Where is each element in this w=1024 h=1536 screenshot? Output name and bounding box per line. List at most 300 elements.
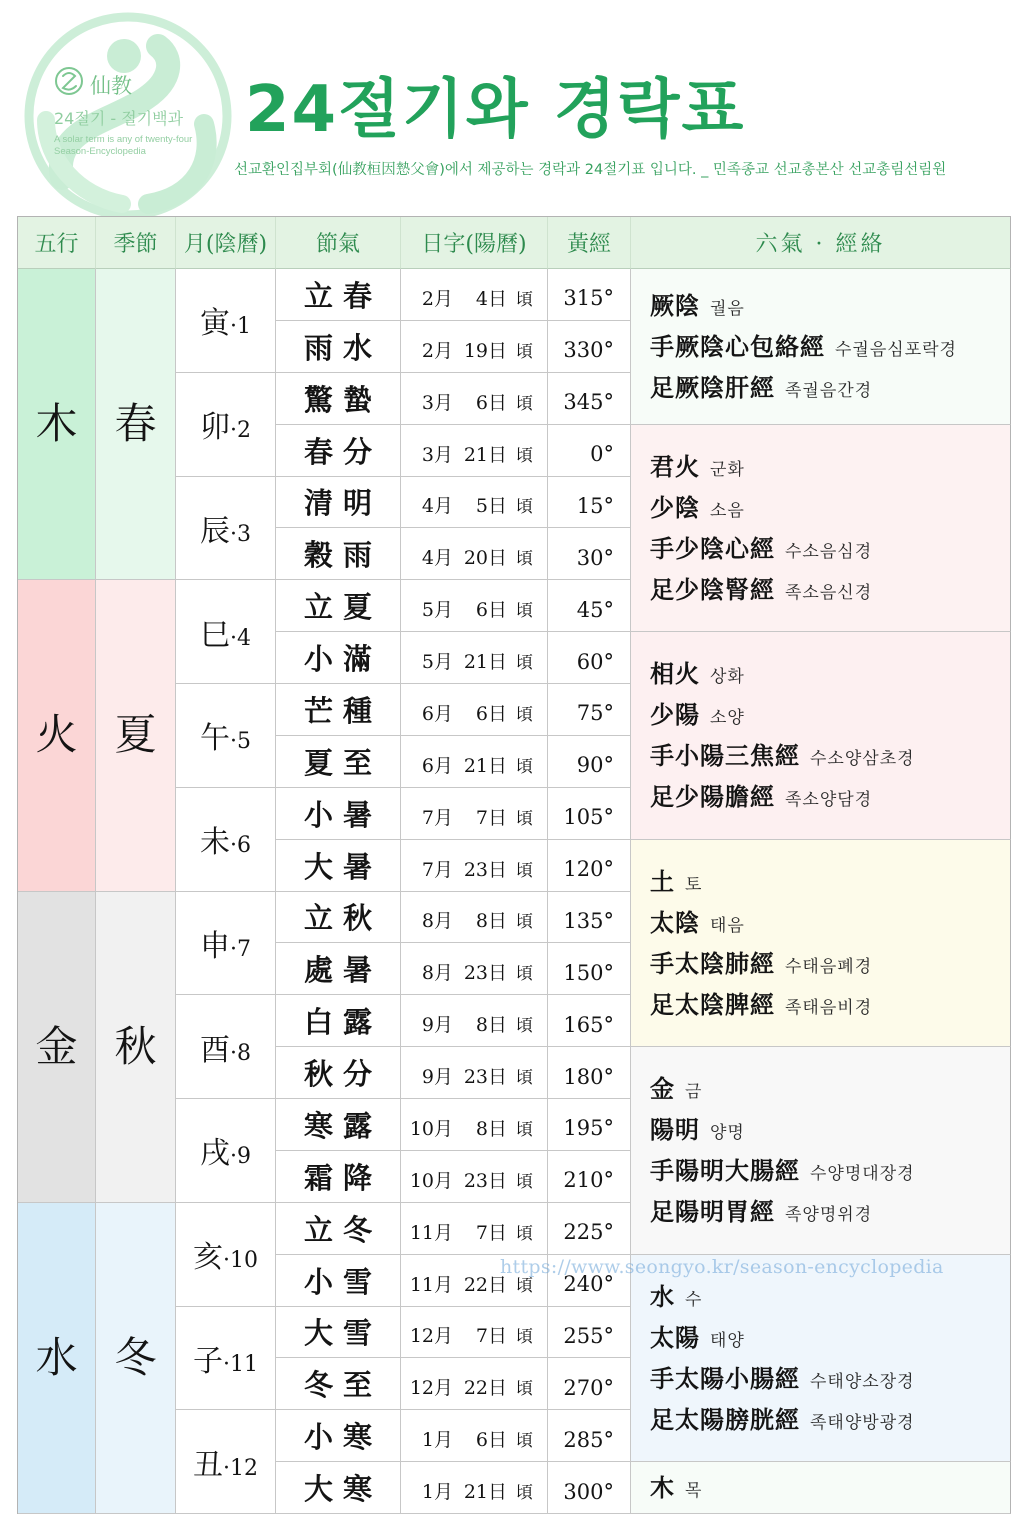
meridian-hangul: 토 xyxy=(685,874,703,895)
meridian-hanja: 陽明 xyxy=(650,1115,700,1145)
solar-date-month: 8月 xyxy=(421,962,453,985)
solar-date-cell xyxy=(401,425,548,477)
solar-date xyxy=(405,958,533,985)
solar-date-month: 2月 xyxy=(421,339,453,362)
lunar-month-branch: 卯 xyxy=(200,410,230,446)
meridian-hanja: 足厥陰肝經 xyxy=(650,372,775,402)
meridian-hanja: 足少陰腎經 xyxy=(650,574,775,604)
meridian-line xyxy=(650,1191,872,1232)
meridian-hanja: 水 xyxy=(650,1281,675,1311)
logo-tagline-line1: A solar term is any of twenty-four xyxy=(54,134,193,145)
lunar-month-branch: 未 xyxy=(200,825,230,861)
solar-term-name: 白露 xyxy=(303,1005,382,1040)
meridian-line xyxy=(650,1399,915,1440)
season-label: 春 xyxy=(114,399,157,449)
lunar-month-number: ·3 xyxy=(230,521,251,547)
solar-term-name: 雨水 xyxy=(303,330,382,365)
solar-date-approx: 頃 xyxy=(516,601,533,622)
solar-date-day: 21日 xyxy=(463,651,507,674)
solar-date-day: 21日 xyxy=(463,754,507,777)
solar-term-cell xyxy=(276,477,401,529)
ecliptic-longitude: 210° xyxy=(563,1168,614,1193)
lunar-month-branch: 辰 xyxy=(200,513,230,549)
lunar-month-branch: 戌 xyxy=(200,1136,230,1172)
solar-date-approx: 頃 xyxy=(516,756,533,777)
solar-term-cell xyxy=(276,892,401,944)
meridian-hangul: 족양명위경 xyxy=(785,1205,873,1226)
solar-date-month: 7月 xyxy=(421,858,453,881)
solar-date-month: 12月 xyxy=(409,1377,453,1400)
solar-date-cell xyxy=(401,477,548,529)
solar-date-approx: 頃 xyxy=(516,1431,533,1452)
five-element-cell xyxy=(18,1203,96,1514)
solar-date-approx: 頃 xyxy=(516,1016,533,1037)
ecliptic-longitude-cell xyxy=(548,1307,631,1359)
solar-date-cell xyxy=(401,736,548,788)
header-season: 季節 xyxy=(96,217,176,269)
meridian-hanja: 太陽 xyxy=(650,1322,700,1352)
solar-date-cell xyxy=(401,373,548,425)
solar-date-approx: 頃 xyxy=(516,1171,533,1192)
solar-date-cell xyxy=(401,269,548,321)
meridian-hangul: 금 xyxy=(685,1082,703,1103)
solar-date-cell xyxy=(401,788,548,840)
solar-date xyxy=(405,491,533,518)
solar-term-cell xyxy=(276,528,401,580)
solar-term-name: 大寒 xyxy=(303,1472,382,1507)
solar-date-approx: 頃 xyxy=(516,808,533,829)
solar-term-cell xyxy=(276,1358,401,1410)
ecliptic-longitude-cell xyxy=(548,892,631,944)
logo-badge-icon xyxy=(56,68,82,94)
solar-term-cell xyxy=(276,1410,401,1462)
solar-date-month: 2月 xyxy=(421,287,453,310)
six-qi-group xyxy=(631,1047,1011,1255)
lunar-month-number: ·6 xyxy=(230,833,251,859)
ecliptic-longitude: 225° xyxy=(563,1220,614,1245)
ecliptic-longitude-cell xyxy=(548,632,631,684)
meridian-hangul: 상화 xyxy=(710,667,745,688)
lunar-month-label xyxy=(200,506,251,550)
meridian-line xyxy=(650,446,745,487)
solar-date-cell xyxy=(401,684,548,736)
solar-date-month: 3月 xyxy=(421,443,453,466)
ecliptic-longitude-cell xyxy=(548,373,631,425)
six-qi-group xyxy=(631,840,1011,1048)
watermark-url: https://www.seongyo.kr/season-encyclopedia xyxy=(500,1256,944,1278)
ecliptic-longitude-cell xyxy=(548,840,631,892)
solar-date-cell xyxy=(401,528,548,580)
page-subtitle: 선교환인집부회(仙教桓因慹父會)에서 제공하는 경락과 24절기표 입니다. _ 민족종교 선교총본산 선교총림선림원 xyxy=(234,162,947,178)
lunar-month-branch: 午 xyxy=(200,721,230,757)
meridian-hangul: 군화 xyxy=(710,459,745,480)
lunar-month-number: ·2 xyxy=(230,418,251,444)
season-label: 秋 xyxy=(114,1021,157,1071)
lunar-month-label xyxy=(200,1025,251,1069)
solar-term-name: 小暑 xyxy=(303,797,382,832)
five-element-label: 木 xyxy=(35,399,78,449)
meridian-line xyxy=(650,285,745,326)
ecliptic-longitude-cell xyxy=(548,580,631,632)
ecliptic-longitude: 105° xyxy=(563,805,614,830)
meridian-hanja: 金 xyxy=(650,1074,675,1104)
solar-terms-meridian-table xyxy=(17,216,1011,1514)
solar-date-month: 4月 xyxy=(421,495,453,518)
lunar-month-number: ·11 xyxy=(223,1351,258,1377)
meridian-line xyxy=(650,735,915,776)
lunar-month-number: ·5 xyxy=(230,729,251,755)
meridian-hangul: 족궐음간경 xyxy=(785,380,873,401)
lunar-month-branch: 申 xyxy=(200,928,230,964)
solar-term-cell xyxy=(276,321,401,373)
solar-date-approx: 頃 xyxy=(516,653,533,674)
meridian-hanja: 少陽 xyxy=(650,700,700,730)
solar-term-cell xyxy=(276,943,401,995)
ecliptic-longitude-cell xyxy=(548,1255,631,1307)
solar-term-name: 驚蟄 xyxy=(303,382,382,417)
solar-date xyxy=(405,1321,533,1348)
meridian-line xyxy=(650,653,745,694)
logo-tagline-line2: Season-Encyclopedia xyxy=(54,146,146,157)
ecliptic-longitude: 165° xyxy=(563,1012,614,1037)
ecliptic-longitude-cell xyxy=(548,1151,631,1203)
meridian-line xyxy=(650,1109,745,1150)
solar-date-approx: 頃 xyxy=(516,289,533,310)
lunar-month-number: ·4 xyxy=(230,625,251,651)
solar-term-cell xyxy=(276,1099,401,1151)
ecliptic-longitude: 60° xyxy=(576,649,614,674)
solar-date xyxy=(405,1166,533,1193)
five-element-cell xyxy=(18,892,96,1203)
solar-date-cell xyxy=(401,632,548,684)
solar-date xyxy=(405,1270,533,1297)
meridian-hangul: 태양 xyxy=(710,1330,745,1351)
ecliptic-longitude: 150° xyxy=(563,960,614,985)
lunar-month-number: ·1 xyxy=(230,314,251,340)
solar-date-month: 3月 xyxy=(421,391,453,414)
solar-term-name: 夏至 xyxy=(303,745,382,780)
solar-date-month: 1月 xyxy=(421,1429,453,1452)
solar-term-name: 春分 xyxy=(303,434,382,469)
solar-term-name: 處暑 xyxy=(303,953,382,988)
solar-date-day: 8日 xyxy=(475,1117,507,1140)
ecliptic-longitude: 345° xyxy=(563,390,614,415)
meridian-hanja: 君火 xyxy=(650,451,700,481)
lunar-month-number: ·10 xyxy=(223,1248,258,1274)
lunar-month-cell xyxy=(176,995,276,1099)
ecliptic-longitude: 30° xyxy=(576,545,614,570)
meridian-line xyxy=(650,902,745,943)
solar-term-name: 穀雨 xyxy=(303,538,382,573)
solar-date-month: 5月 xyxy=(421,599,453,622)
solar-date-day: 6日 xyxy=(475,702,507,725)
solar-date xyxy=(405,440,533,467)
meridian-hangul: 수태양소장경 xyxy=(810,1371,915,1392)
meridian-hangul: 족소음신경 xyxy=(785,582,873,603)
lunar-month-cell xyxy=(176,580,276,684)
solar-date-approx: 頃 xyxy=(516,445,533,466)
meridian-hanja: 土 xyxy=(650,866,675,896)
solar-date-month: 1月 xyxy=(421,1481,453,1504)
solar-term-cell xyxy=(276,1255,401,1307)
ecliptic-longitude: 300° xyxy=(563,1479,614,1504)
logo-subtitle: 24절기 - 절기백과 xyxy=(54,109,184,128)
solar-date-cell xyxy=(401,1099,548,1151)
ecliptic-longitude-cell xyxy=(548,1462,631,1514)
ecliptic-longitude-cell xyxy=(548,321,631,373)
meridian-hangul: 수양명대장경 xyxy=(810,1164,915,1185)
solar-date xyxy=(405,699,533,726)
meridian-line xyxy=(650,528,872,569)
solar-term-name: 小滿 xyxy=(303,642,382,677)
solar-date-cell xyxy=(401,1358,548,1410)
solar-date-day: 21日 xyxy=(463,443,507,466)
solar-date-cell xyxy=(401,1410,548,1462)
solar-date xyxy=(405,595,533,622)
solar-date xyxy=(405,855,533,882)
five-element-cell xyxy=(18,269,96,580)
ecliptic-longitude-cell xyxy=(548,788,631,840)
solar-date xyxy=(405,1114,533,1141)
ecliptic-longitude: 240° xyxy=(563,1272,614,1297)
meridian-hangul: 양명 xyxy=(710,1123,745,1144)
lunar-month-cell xyxy=(176,1099,276,1203)
meridian-hangul: 궐음 xyxy=(710,298,745,319)
meridian-hanja: 相火 xyxy=(650,659,700,689)
meridian-hangul: 수소양삼초경 xyxy=(810,749,915,770)
solar-term-cell xyxy=(276,1462,401,1514)
lunar-month-label xyxy=(200,298,251,342)
meridian-hangul: 수궐음심포락경 xyxy=(835,339,957,360)
meridian-hanja: 少陰 xyxy=(650,492,700,522)
lunar-month-label xyxy=(193,1336,258,1380)
solar-date-day: 21日 xyxy=(463,1481,507,1504)
header-five-elements: 五行 xyxy=(18,217,96,269)
header-solar-date: 日字(陽曆) xyxy=(401,217,548,269)
meridian-line xyxy=(650,694,745,735)
meridian-line xyxy=(650,487,745,528)
ecliptic-longitude: 135° xyxy=(563,908,614,933)
meridian-hangul: 태음 xyxy=(710,915,745,936)
meridian-hanja: 足陽明胃經 xyxy=(650,1197,775,1227)
ecliptic-longitude-cell xyxy=(548,477,631,529)
meridian-line xyxy=(650,943,872,984)
solar-term-cell xyxy=(276,788,401,840)
meridian-hanja: 手陽明大腸經 xyxy=(650,1156,800,1186)
ecliptic-longitude: 45° xyxy=(576,597,614,622)
solar-date-day: 23日 xyxy=(463,858,507,881)
solar-term-name: 冬至 xyxy=(303,1368,382,1403)
solar-term-name: 霜降 xyxy=(303,1160,382,1195)
lunar-month-branch: 丑 xyxy=(193,1447,223,1483)
solar-term-name: 寒露 xyxy=(303,1108,382,1143)
solar-date-month: 8月 xyxy=(421,910,453,933)
meridian-line xyxy=(650,1317,745,1358)
meridian-hangul: 수소음심경 xyxy=(785,541,873,562)
solar-term-name: 小寒 xyxy=(303,1420,382,1455)
solar-term-cell xyxy=(276,1151,401,1203)
lunar-month-number: ·12 xyxy=(223,1455,258,1481)
meridian-hangul: 수 xyxy=(685,1289,703,1310)
solar-date-month: 12月 xyxy=(409,1325,453,1348)
five-element-label: 水 xyxy=(35,1332,78,1382)
solar-date-cell xyxy=(401,995,548,1047)
meridian-hangul: 족태음비경 xyxy=(785,997,873,1018)
solar-date-approx: 頃 xyxy=(516,860,533,881)
solar-term-name: 立夏 xyxy=(303,590,382,625)
solar-term-cell xyxy=(276,632,401,684)
header-solar-term: 節氣 xyxy=(276,217,401,269)
solar-term-name: 立冬 xyxy=(303,1212,382,1247)
solar-term-name: 小雪 xyxy=(303,1264,382,1299)
solar-date-day: 7日 xyxy=(475,1221,507,1244)
solar-date xyxy=(405,1218,533,1245)
solar-date xyxy=(405,751,533,778)
solar-date-day: 23日 xyxy=(463,1169,507,1192)
meridian-hangul: 수태음폐경 xyxy=(785,956,873,977)
lunar-month-branch: 酉 xyxy=(200,1032,230,1068)
meridian-line xyxy=(650,1150,915,1191)
solar-date xyxy=(405,1425,533,1452)
lunar-month-branch: 巳 xyxy=(200,617,230,653)
solar-date-day: 6日 xyxy=(475,391,507,414)
lunar-month-cell xyxy=(176,892,276,996)
meridian-hangul: 소음 xyxy=(710,500,745,521)
solar-term-cell xyxy=(276,1203,401,1255)
solar-date-day: 5日 xyxy=(475,495,507,518)
ecliptic-longitude-cell xyxy=(548,995,631,1047)
meridian-hanja: 太陰 xyxy=(650,907,700,937)
lunar-month-branch: 子 xyxy=(193,1343,223,1379)
solar-date-day: 8日 xyxy=(475,910,507,933)
solar-date-cell xyxy=(401,580,548,632)
meridian-line xyxy=(650,367,872,408)
solar-date-day: 8日 xyxy=(475,1014,507,1037)
season-label: 夏 xyxy=(114,710,157,760)
meridian-line xyxy=(650,861,702,902)
solar-date-day: 6日 xyxy=(475,599,507,622)
solar-date-month: 9月 xyxy=(421,1066,453,1089)
solar-date-day: 7日 xyxy=(475,1325,507,1348)
solar-date-day: 20日 xyxy=(463,547,507,570)
lunar-month-cell xyxy=(176,684,276,788)
solar-date-approx: 頃 xyxy=(516,1275,533,1296)
solar-date-cell xyxy=(401,892,548,944)
solar-term-name: 立春 xyxy=(303,278,382,313)
meridian-line xyxy=(650,1276,702,1317)
lunar-month-label xyxy=(193,1440,258,1484)
solar-date xyxy=(405,647,533,674)
lunar-month-cell xyxy=(176,477,276,581)
solar-date-approx: 頃 xyxy=(516,549,533,570)
ecliptic-longitude-cell xyxy=(548,269,631,321)
solar-date-cell xyxy=(401,840,548,892)
lunar-month-cell xyxy=(176,1203,276,1307)
meridian-line xyxy=(650,1467,702,1508)
header-lunar-month: 月(陰曆) xyxy=(176,217,276,269)
solar-date-day: 22日 xyxy=(463,1273,507,1296)
solar-date-day: 23日 xyxy=(463,1066,507,1089)
meridian-line xyxy=(650,326,957,367)
meridian-line xyxy=(650,569,872,610)
solar-date xyxy=(405,336,533,363)
logo-brand-text: 仙教 xyxy=(90,74,132,98)
meridian-hanja: 手少陰心經 xyxy=(650,533,775,563)
solar-date-day: 19日 xyxy=(463,339,507,362)
lunar-month-cell xyxy=(176,269,276,373)
meridian-hanja: 足太陰脾經 xyxy=(650,989,775,1019)
six-qi-group xyxy=(631,425,1011,633)
meridian-hanja: 手太陰肺經 xyxy=(650,948,775,978)
lunar-month-cell xyxy=(176,373,276,477)
ecliptic-longitude-cell xyxy=(548,1047,631,1099)
solar-date-approx: 頃 xyxy=(516,1068,533,1089)
solar-date-cell xyxy=(401,1307,548,1359)
ecliptic-longitude: 0° xyxy=(590,442,614,467)
ecliptic-longitude-cell xyxy=(548,943,631,995)
meridian-hanja: 手太陽小腸經 xyxy=(650,1363,800,1393)
solar-date-cell xyxy=(401,1047,548,1099)
solar-date-cell xyxy=(401,1462,548,1514)
solar-date-approx: 頃 xyxy=(516,1327,533,1348)
solar-date xyxy=(405,1477,533,1504)
solar-date xyxy=(405,543,533,570)
lunar-month-cell xyxy=(176,1307,276,1411)
lunar-month-branch: 亥 xyxy=(193,1240,223,1276)
solar-date-month: 6月 xyxy=(421,754,453,777)
six-qi-group xyxy=(631,1255,1011,1463)
six-qi-group xyxy=(631,1462,1011,1514)
solar-date-month: 11月 xyxy=(409,1221,453,1244)
solar-date-day: 22日 xyxy=(463,1377,507,1400)
solar-date-approx: 頃 xyxy=(516,912,533,933)
ecliptic-longitude: 330° xyxy=(563,338,614,363)
solar-date xyxy=(405,906,533,933)
lunar-month-label xyxy=(193,1232,258,1276)
solar-date xyxy=(405,803,533,830)
solar-date-month: 11月 xyxy=(409,1273,453,1296)
lunar-month-label xyxy=(200,402,251,446)
solar-date-approx: 頃 xyxy=(516,964,533,985)
lunar-month-label xyxy=(200,1128,251,1172)
solar-date xyxy=(405,1062,533,1089)
solar-date-day: 7日 xyxy=(475,806,507,829)
lunar-month-number: ·8 xyxy=(230,1040,251,1066)
logo xyxy=(0,0,240,224)
lunar-month-label xyxy=(200,817,251,861)
ecliptic-longitude: 75° xyxy=(576,701,614,726)
meridian-line xyxy=(650,776,872,817)
solar-term-name: 清明 xyxy=(303,486,382,521)
solar-date-day: 23日 xyxy=(463,962,507,985)
five-element-label: 金 xyxy=(35,1021,78,1071)
lunar-month-number: ·9 xyxy=(230,1144,251,1170)
meridian-hanja: 足太陽膀胱經 xyxy=(650,1404,800,1434)
solar-term-cell xyxy=(276,1307,401,1359)
ecliptic-longitude-cell xyxy=(548,425,631,477)
ecliptic-longitude-cell xyxy=(548,1203,631,1255)
solar-date-approx: 頃 xyxy=(516,497,533,518)
ecliptic-longitude-cell xyxy=(548,1358,631,1410)
ecliptic-longitude-cell xyxy=(548,1099,631,1151)
solar-date-cell xyxy=(401,1151,548,1203)
ecliptic-longitude: 90° xyxy=(576,753,614,778)
solar-term-name: 大雪 xyxy=(303,1316,382,1351)
solar-date-approx: 頃 xyxy=(516,1483,533,1504)
solar-date-month: 5月 xyxy=(421,651,453,674)
ecliptic-longitude: 255° xyxy=(563,1323,614,1348)
solar-term-cell xyxy=(276,269,401,321)
